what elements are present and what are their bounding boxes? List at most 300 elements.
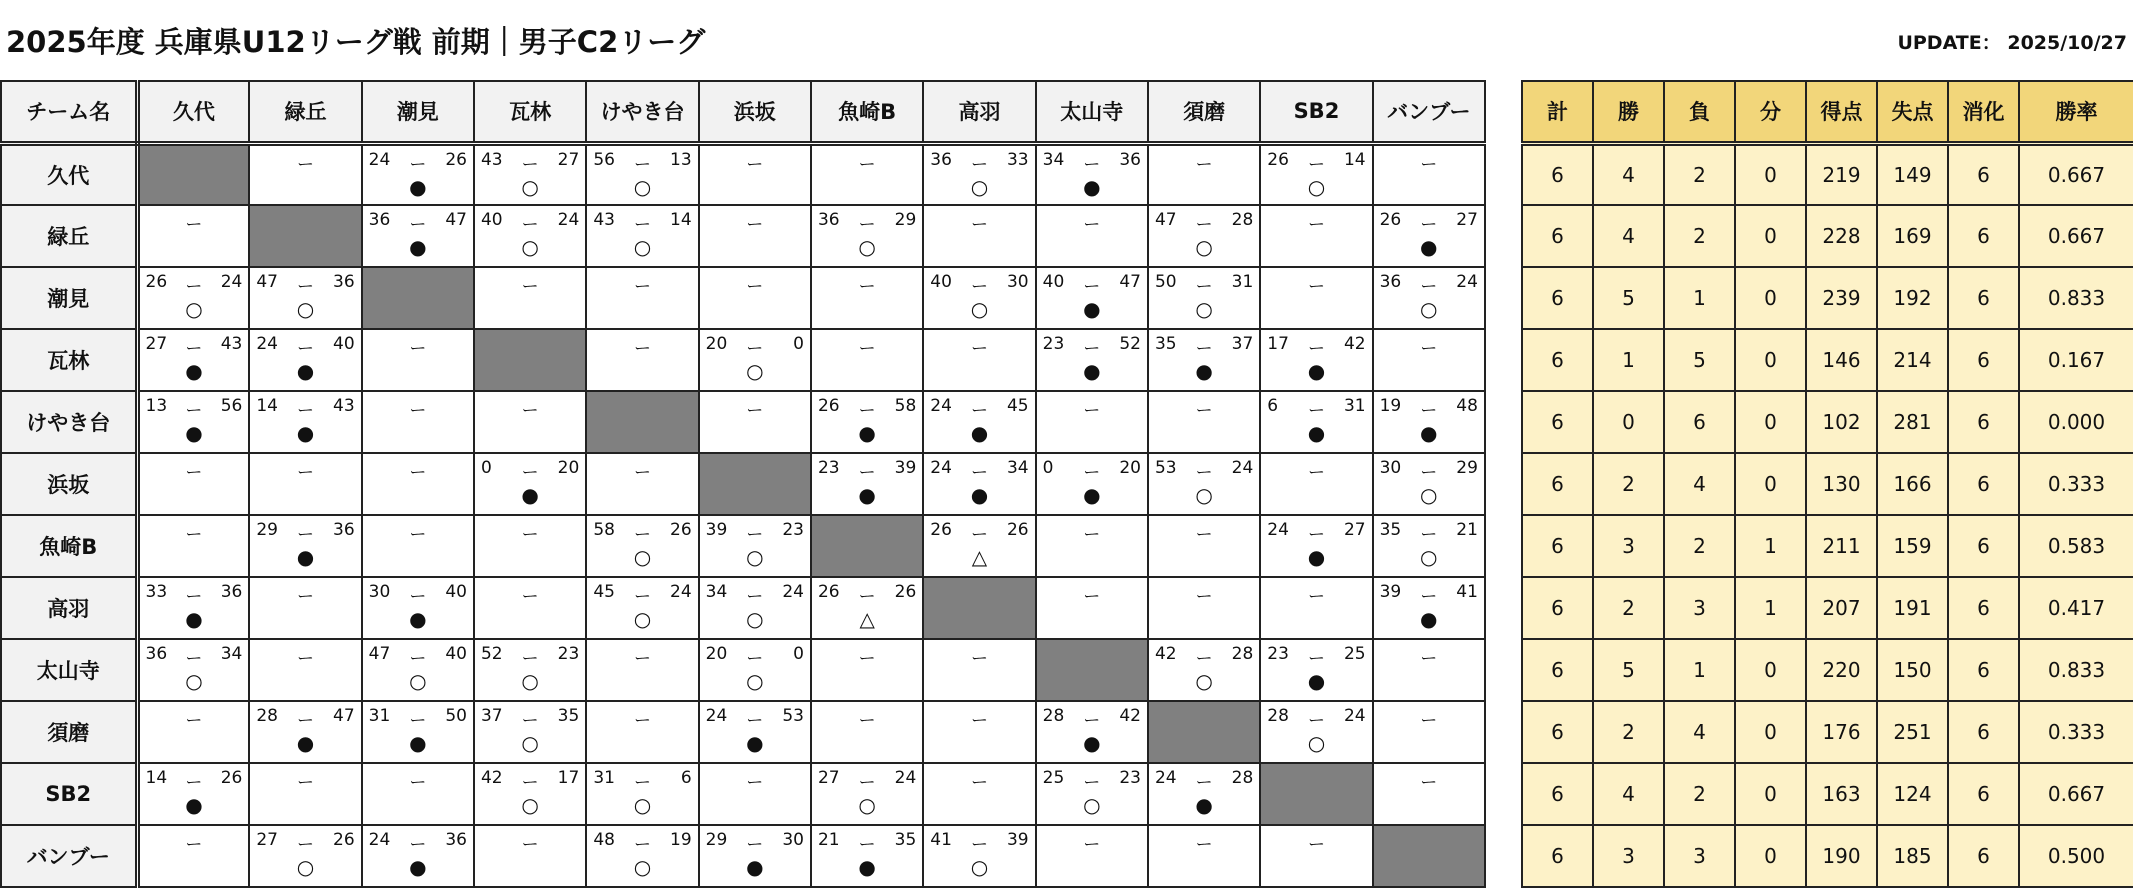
match-cell [699,205,811,267]
stats-cell: 0 [1593,391,1664,453]
loss-mark: ● [1420,235,1438,259]
score-dash: ー [746,835,764,855]
score-dash: ー [858,773,876,793]
stats-cell: 146 [1806,329,1877,391]
score-against: 36 [220,582,243,602]
score-for: 29 [256,520,278,540]
stats-cell: 166 [1877,453,1948,515]
match-cell [1260,329,1372,391]
table-row [1,577,1485,639]
match-cell [1148,515,1260,577]
column-header-team: 太山寺 [1036,81,1148,143]
loss-mark: ● [1420,607,1438,631]
match-cell [362,205,474,267]
stats-header: 勝 [1593,81,1664,143]
no-match-dash: ー [746,277,764,297]
match-cell [811,267,923,329]
score-against: 23 [557,644,580,664]
score-for: 23 [817,458,840,478]
match-cell [1036,267,1148,329]
stats-cell: 0.583 [2019,515,2133,577]
row-header-team: 太山寺 [1,639,137,701]
no-match-dash: ー [970,215,988,235]
score-for: 34 [705,582,728,602]
stats-cell: 0.500 [2019,825,2133,887]
match-cell [586,763,698,825]
score-dash: ー [746,711,764,731]
score-against: 24 [670,582,692,602]
score-against: 36 [445,830,467,850]
match-cell [1373,329,1485,391]
score-for: 40 [1042,272,1065,292]
no-match-dash: ー [633,649,651,669]
no-match-dash: ー [970,711,988,731]
score-against: 29 [1456,458,1478,478]
match-cell [362,701,474,763]
stats-row [1522,391,2133,453]
win-mark: ○ [746,669,764,693]
score-for: 24 [1267,520,1289,540]
loss-mark: ● [858,421,876,445]
stats-cell: 3 [1664,825,1735,887]
match-cell [699,639,811,701]
score-for: 19 [1379,396,1402,416]
match-cell [1260,453,1372,515]
score-against: 24 [782,582,804,602]
match-cell [923,205,1035,267]
match-cell [474,701,586,763]
no-match-dash: ー [521,277,539,297]
win-mark: ○ [746,607,764,631]
diagonal-cell [923,577,1035,639]
win-mark: ○ [521,731,539,755]
score-for: 40 [480,210,503,230]
match-cell [699,515,811,577]
score-against: 28 [1231,644,1254,664]
table-row [1,515,1485,577]
match-cell [699,577,811,639]
stats-cell: 3 [1593,825,1664,887]
update-date: UPDATE： 2025/10/27 [1897,32,2127,54]
score-against: 42 [1343,334,1366,354]
win-mark: ○ [1083,793,1101,817]
draw-mark: △ [971,545,988,569]
match-cell [1148,825,1260,887]
match-cell [1148,143,1260,205]
match-cell [923,143,1035,205]
match-cell [923,763,1035,825]
win-mark: ○ [521,174,539,199]
stats-cell: 2 [1593,577,1664,639]
score-dash: ー [746,587,764,607]
score-dash: ー [746,525,764,545]
diagonal-cell [699,453,811,515]
stats-cell: 6 [1948,515,2019,577]
no-match-dash: ー [746,215,764,235]
match-cell [474,143,586,205]
score-dash: ー [296,711,314,731]
loss-mark: ● [1083,174,1101,199]
score-for: 47 [1154,210,1177,230]
score-dash: ー [1083,711,1101,731]
loss-mark: ● [1307,421,1326,445]
no-match-dash: ー [409,773,427,793]
stats-cell: 220 [1806,639,1877,701]
stats-cell: 6 [1948,577,2019,639]
stats-cell: 2 [1593,453,1664,515]
match-cell [1036,143,1148,205]
score-dash: ー [858,587,876,607]
match-cell [362,763,474,825]
stats-cell: 2 [1664,515,1735,577]
stats-cell: 251 [1877,701,1948,763]
stats-cell: 2 [1664,763,1735,825]
match-cell [1148,267,1260,329]
score-dash: ー [521,215,539,235]
column-header-team: 高羽 [923,81,1035,143]
score-against: 42 [1119,706,1141,726]
loss-mark: ● [1195,359,1213,383]
score-for: 27 [145,334,168,354]
stats-cell: 2 [1593,701,1664,763]
no-match-dash: ー [746,401,764,421]
row-header-team: 緑丘 [1,205,137,267]
score-dash: ー [1420,215,1438,235]
match-cell [1373,763,1485,825]
score-for: 37 [480,706,503,726]
win-mark: ○ [746,359,764,383]
score-against: 24 [220,272,243,292]
match-cell [586,205,698,267]
score-dash: ー [1420,463,1438,483]
score-dash: ー [1307,401,1325,421]
score-for: 36 [1379,272,1402,292]
loss-mark: ● [409,731,427,755]
stats-cell: 150 [1877,639,1948,701]
score-for: 39 [705,520,728,540]
score-for: 17 [1267,334,1289,354]
no-match-dash: ー [185,525,203,545]
loss-mark: ● [970,483,989,507]
stats-cell: 1 [1664,267,1735,329]
score-dash: ー [185,649,203,669]
score-for: 53 [1154,458,1177,478]
score-dash: ー [633,835,651,855]
match-cell [1260,205,1372,267]
no-match-dash: ー [633,463,651,483]
score-for: 20 [705,644,728,664]
stats-row [1522,515,2133,577]
no-match-dash: ー [409,401,427,421]
stats-cell: 6 [1522,329,1593,391]
column-header-team: けやき台 [586,81,698,143]
stats-cell: 228 [1806,205,1877,267]
no-match-dash: ー [1420,773,1438,793]
match-cell [362,515,474,577]
row-header-team: 魚崎B [1,515,137,577]
no-match-dash: ー [746,773,764,793]
row-header-team: 須磨 [1,701,137,763]
win-mark: ○ [1195,483,1213,507]
score-against: 21 [1456,520,1478,540]
score-for: 0 [1042,458,1054,478]
stats-cell: 239 [1806,267,1877,329]
stats-cell: 5 [1664,329,1735,391]
score-against: 0 [793,334,804,354]
win-mark: ○ [633,607,652,631]
score-against: 47 [445,210,467,230]
stats-cell: 4 [1593,763,1664,825]
row-header-team: 潮見 [1,267,137,329]
score-dash: ー [185,339,203,359]
score-against: 31 [1343,396,1366,416]
no-match-dash: ー [858,277,876,297]
score-for: 31 [368,706,391,726]
stats-cell: 219 [1806,143,1877,205]
loss-mark: ● [1083,483,1101,507]
score-dash: ー [1083,463,1101,483]
score-for: 42 [1154,644,1177,664]
loss-mark: ● [1083,297,1101,321]
score-dash: ー [185,773,203,793]
no-match-dash: ー [1083,401,1101,421]
diagonal-cell [811,515,923,577]
match-cell [474,391,586,453]
score-for: 28 [256,706,278,726]
match-cell [137,453,249,515]
score-against: 40 [445,644,467,664]
score-for: 14 [256,396,278,416]
table-row [1,453,1485,515]
score-against: 28 [1231,210,1254,230]
loss-mark: ● [746,855,764,879]
score-dash: ー [633,154,651,175]
match-cell [249,701,361,763]
loss-mark: ● [296,421,315,445]
stats-header: 消化 [1948,81,2019,143]
no-match-dash: ー [1083,525,1101,545]
stats-cell: 4 [1664,701,1735,763]
stats-row [1522,701,2133,763]
score-for: 13 [145,396,168,416]
stats-cell: 0 [1735,453,1806,515]
match-cell [1373,639,1485,701]
win-mark: ○ [296,855,315,879]
match-cell [362,453,474,515]
match-cell [923,825,1035,887]
loss-mark: ● [1083,731,1101,755]
stats-cell: 3 [1664,577,1735,639]
score-against: 39 [1006,830,1029,850]
match-cell [249,143,361,205]
score-for: 26 [145,272,168,292]
win-mark: ○ [970,297,989,321]
score-against: 26 [670,520,692,540]
match-cell [1036,391,1148,453]
score-against: 24 [1343,706,1366,726]
score-dash: ー [296,339,314,359]
score-for: 35 [1379,520,1402,540]
stats-header: 得点 [1806,81,1877,143]
no-match-dash: ー [1195,525,1213,545]
match-cell [1148,205,1260,267]
score-against: 24 [1456,272,1478,292]
stats-cell: 192 [1877,267,1948,329]
match-cell [474,515,586,577]
no-match-dash: ー [1307,463,1325,483]
score-dash: ー [970,154,988,175]
match-cell [137,267,249,329]
stats-row [1522,639,2133,701]
score-for: 24 [368,830,391,850]
stats-cell: 149 [1877,143,1948,205]
match-cell [474,763,586,825]
no-match-dash: ー [521,525,539,545]
match-cell [249,453,361,515]
match-cell [137,639,249,701]
diagonal-cell [1148,701,1260,763]
score-against: 52 [1119,334,1141,354]
stats-cell: 6 [1522,825,1593,887]
match-cell [1373,143,1485,205]
match-cell [1036,763,1148,825]
no-match-dash: ー [970,339,988,359]
column-header-team: 緑丘 [249,81,361,143]
match-cell [586,701,698,763]
stats-cell: 6 [1522,143,1593,205]
no-match-dash: ー [521,587,539,607]
score-dash: ー [1307,154,1325,175]
stats-header: 分 [1735,81,1806,143]
score-dash: ー [858,463,876,483]
score-for: 29 [705,830,728,850]
win-mark: ○ [185,669,203,693]
stats-row [1522,143,2133,205]
table-row [1,391,1485,453]
match-cell [474,453,586,515]
diagonal-cell [586,391,698,453]
score-dash: ー [1420,587,1438,607]
no-match-dash: ー [409,339,427,359]
loss-mark: ● [409,235,427,259]
score-dash: ー [521,711,539,731]
match-cell [1373,267,1485,329]
win-mark: ○ [633,855,652,879]
loss-mark: ● [746,731,764,755]
match-cell [1373,515,1485,577]
score-for: 36 [930,149,952,170]
score-for: 20 [705,334,728,354]
loss-mark: ● [1307,359,1326,383]
score-against: 26 [445,149,467,170]
match-cell [923,639,1035,701]
no-match-dash: ー [1083,587,1101,607]
page-title: 2025年度 兵庫県U12リーグ戦 前期｜男子C2リーグ [6,25,706,59]
score-dash: ー [1420,525,1438,545]
stats-row [1522,205,2133,267]
score-for: 26 [817,582,840,602]
column-header-team: 瓦林 [474,81,586,143]
stats-cell: 281 [1877,391,1948,453]
score-against: 24 [894,768,917,788]
stats-cell: 6 [1948,391,2019,453]
match-cell [474,825,586,887]
stats-cell: 124 [1877,763,1948,825]
match-cell [1260,639,1372,701]
stats-cell: 185 [1877,825,1948,887]
score-against: 26 [1006,520,1029,540]
draw-mark: △ [859,607,875,631]
table-row [1,205,1485,267]
row-header-team: 久代 [1,143,137,205]
score-against: 43 [220,334,243,354]
match-cell [1260,577,1372,639]
score-dash: ー [746,649,764,669]
match-cell [474,267,586,329]
score-for: 23 [1042,334,1065,354]
win-mark: ○ [296,297,315,321]
stats-cell: 214 [1877,329,1948,391]
stats-header: 計 [1522,81,1593,143]
match-cell [1148,763,1260,825]
stats-cell: 1 [1735,515,1806,577]
score-dash: ー [1420,401,1438,421]
win-mark: ○ [633,235,652,259]
no-match-dash: ー [521,835,539,855]
score-against: 34 [1006,458,1029,478]
win-mark: ○ [746,545,764,569]
stats-cell: 6 [1948,825,2019,887]
match-cell [811,701,923,763]
stats-cell: 6 [1948,267,2019,329]
no-match-dash: ー [1195,835,1213,855]
stats-cell: 6 [1948,639,2019,701]
stats-header: 失点 [1877,81,1948,143]
loss-mark: ● [1307,669,1326,693]
stats-cell: 6 [1522,453,1593,515]
match-cell [137,329,249,391]
no-match-dash: ー [1083,835,1101,855]
score-against: 53 [782,706,804,726]
match-cell [923,267,1035,329]
match-cell [249,577,361,639]
win-mark: ○ [409,669,427,693]
score-dash: ー [1307,339,1325,359]
score-dash: ー [1195,773,1213,793]
loss-mark: ● [858,483,876,507]
match-cell [1036,515,1148,577]
loss-mark: ● [1195,793,1213,817]
diagonal-cell [1260,763,1372,825]
match-cell [699,143,811,205]
diagonal-cell [249,205,361,267]
score-for: 28 [1267,706,1289,726]
no-match-dash: ー [1420,711,1438,731]
score-against: 40 [445,582,467,602]
diagonal-cell [362,267,474,329]
score-dash: ー [296,835,314,855]
score-against: 28 [1231,768,1254,788]
match-cell [1148,329,1260,391]
match-cell [811,391,923,453]
loss-mark: ● [409,855,427,879]
no-match-dash: ー [746,154,764,175]
score-against: 47 [333,706,355,726]
score-for: 26 [817,396,840,416]
score-against: 30 [782,830,804,850]
match-cell [362,825,474,887]
score-dash: ー [1307,711,1325,731]
